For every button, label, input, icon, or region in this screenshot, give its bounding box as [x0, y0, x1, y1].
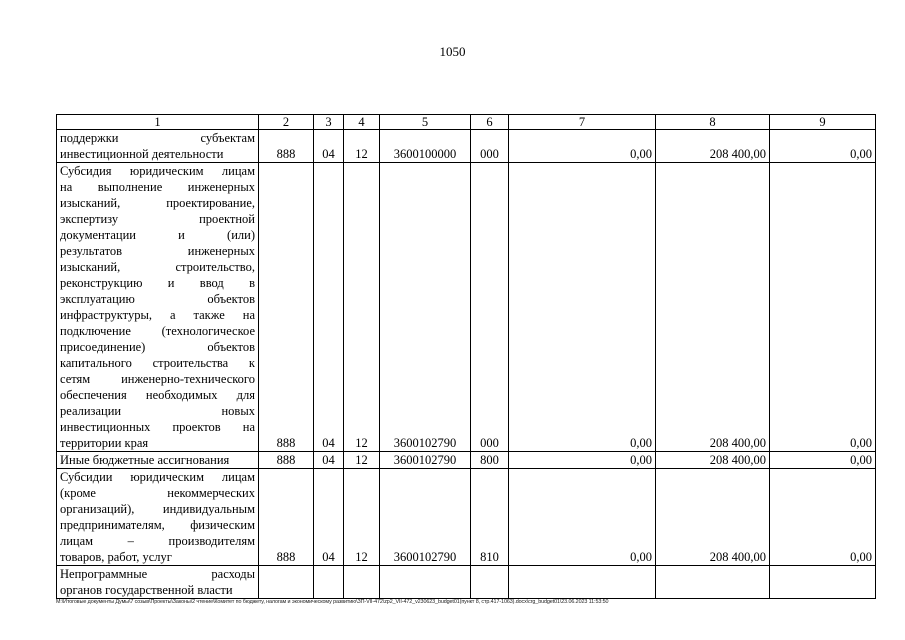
subsection-cell	[344, 566, 380, 599]
row-name-cell	[57, 130, 259, 163]
table-body	[57, 130, 876, 599]
section-cell: 04	[314, 163, 344, 452]
target-article-cell	[380, 566, 471, 599]
subsection-cell: 12	[344, 163, 380, 452]
amount-cell	[656, 566, 770, 599]
amount-cell: 0,00	[509, 163, 656, 452]
row-name-line: изысканий, строительство,	[60, 260, 255, 274]
table-row	[57, 452, 876, 469]
row-name-line: Субсидии юридическим лицам	[60, 470, 255, 484]
row-name-line: документации и (или)	[60, 228, 255, 242]
target-article-cell: 3600100000	[380, 130, 471, 163]
expense-type-cell: 800	[471, 452, 509, 469]
amount-cell: 208 400,00	[656, 130, 770, 163]
code-cell: 888	[259, 130, 314, 163]
row-name-line: на выполнение инженерных	[60, 180, 255, 194]
amount-cell: 208 400,00	[656, 469, 770, 566]
expense-type-cell: 000	[471, 163, 509, 452]
expense-type-cell: 810	[471, 469, 509, 566]
section-cell: 04	[314, 130, 344, 163]
budget-table	[56, 114, 876, 599]
expense-type-cell	[471, 566, 509, 599]
table-row	[57, 130, 876, 163]
row-name-line: инфраструктуры, а также на	[60, 308, 255, 322]
page-number: 1050	[439, 44, 466, 59]
document-file-path: M:\Итоговые документы Думы\7 созыв\Проекты\Законы\2 чтение\Комитет по бюджету, налогам и экономическому развитию\ЗП-VII-472\zp2_VII-472_v230623_budget01(пункт 8, стр.417-1063).docx\crg_budget01\23.06.2023 11:53:50	[56, 599, 609, 605]
code-cell: 888	[259, 163, 314, 452]
amount-cell: 0,00	[509, 130, 656, 163]
amount-cell	[509, 566, 656, 599]
subsection-cell: 12	[344, 469, 380, 566]
amount-cell: 0,00	[509, 452, 656, 469]
column-header: 8	[656, 115, 770, 130]
row-name-line: капитального строительства к	[60, 356, 255, 370]
row-name-line: инвестиционных проектов на	[60, 420, 255, 434]
section-cell	[314, 566, 344, 599]
row-name-cell	[57, 452, 259, 469]
column-header: 7	[509, 115, 656, 130]
code-cell: 888	[259, 469, 314, 566]
table-header-row	[57, 115, 876, 130]
column-header: 6	[471, 115, 509, 130]
column-header: 5	[380, 115, 471, 130]
row-name-line: организаций), индивидуальным	[60, 502, 255, 516]
row-name-line: Иные бюджетные ассигнования	[60, 453, 230, 467]
target-article-cell: 3600102790	[380, 452, 471, 469]
row-name-line: экспертизу проектной	[60, 212, 255, 226]
amount-cell: 0,00	[770, 469, 876, 566]
subsection-cell: 12	[344, 130, 380, 163]
subsection-cell: 12	[344, 452, 380, 469]
row-name-line: Субсидия юридическим лицам	[60, 164, 255, 178]
row-name-line: подключение (технологическое	[60, 324, 255, 338]
row-name-line: инвестиционной деятельности	[60, 147, 224, 161]
column-header: 3	[314, 115, 344, 130]
column-header: 2	[259, 115, 314, 130]
row-name-line: предпринимателям, физическим	[60, 518, 255, 532]
row-name-line: обеспечения необходимых для	[60, 388, 255, 402]
column-header: 9	[770, 115, 876, 130]
column-header: 1	[57, 115, 259, 130]
code-cell: 888	[259, 452, 314, 469]
amount-cell: 0,00	[509, 469, 656, 566]
amount-cell: 208 400,00	[656, 163, 770, 452]
row-name-line: товаров, работ, услуг	[60, 550, 172, 564]
row-name-line: сетям инженерно-технического	[60, 372, 255, 386]
row-name-line: органов государственной власти	[60, 583, 233, 597]
code-cell	[259, 566, 314, 599]
amount-cell	[770, 566, 876, 599]
row-name-line: реализации новых	[60, 404, 255, 418]
row-name-line: Непрограммные расходы	[60, 567, 255, 581]
expense-type-cell: 000	[471, 130, 509, 163]
target-article-cell: 3600102790	[380, 469, 471, 566]
section-cell: 04	[314, 469, 344, 566]
table-row	[57, 163, 876, 452]
row-name-line: эксплуатацию объектов	[60, 292, 255, 306]
row-name-line: изысканий, проектирование,	[60, 196, 255, 210]
row-name-line: реконструкцию и ввод в	[60, 276, 255, 290]
row-name-line: (кроме некоммерческих	[60, 486, 255, 500]
row-name-line: результатов инженерных	[60, 244, 255, 258]
amount-cell: 0,00	[770, 130, 876, 163]
row-name-cell	[57, 163, 259, 452]
amount-cell: 208 400,00	[656, 452, 770, 469]
row-name-line: лицам – производителям	[60, 534, 255, 548]
row-name-line: присоединение) объектов	[60, 340, 255, 354]
table-row	[57, 469, 876, 566]
target-article-cell: 3600102790	[380, 163, 471, 452]
section-cell: 04	[314, 452, 344, 469]
row-name-cell	[57, 469, 259, 566]
row-name-line: территории края	[60, 436, 149, 450]
amount-cell: 0,00	[770, 452, 876, 469]
table-row	[57, 566, 876, 599]
row-name-line: поддержки субъектам	[60, 131, 255, 145]
amount-cell: 0,00	[770, 163, 876, 452]
column-header: 4	[344, 115, 380, 130]
row-name-cell	[57, 566, 259, 599]
